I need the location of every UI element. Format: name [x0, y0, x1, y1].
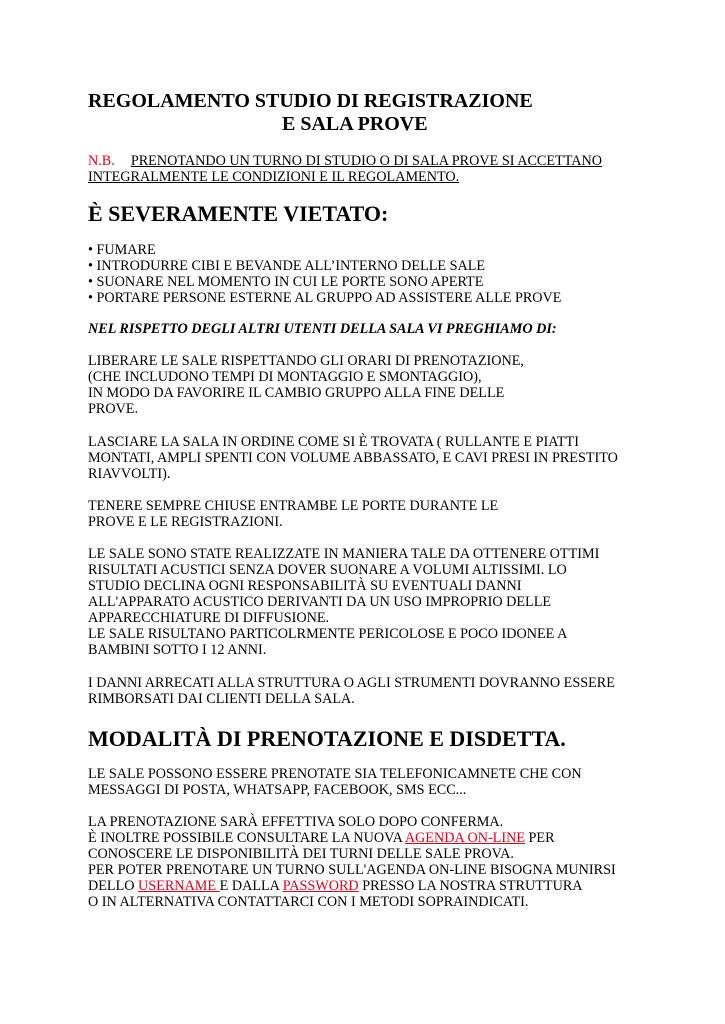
paragraph-line: STUDIO DECLINA OGNI RESPONSABILITÀ SU EVENTUALI DANNI [88, 578, 522, 594]
password-link[interactable]: PASSWORD [282, 878, 359, 894]
paragraph-line: LA PRENOTAZIONE SARÀ EFFETTIVA SOLO DOPO CONFERMA. [88, 814, 504, 830]
paragraph-line [88, 830, 555, 846]
nb-label: N.B. [88, 153, 115, 169]
paragraph-line: LASCIARE LA SALA IN ORDINE COME SI È TROVATA ( RULLANTE E PIATTI [88, 434, 579, 450]
forbidden-item: • SUONARE NEL MOMENTO IN CUI LE PORTE SONO APERTE [88, 274, 484, 290]
agenda-text-before: È INOLTRE POSSIBILE CONSULTARE LA NUOVA [88, 830, 405, 846]
paragraph-line: I DANNI ARRECATI ALLA STRUTTURA O AGLI STRUMENTI DOVRANNO ESSERE [88, 675, 615, 691]
paragraph-line: BAMBINI SOTTO I 12 ANNI. [88, 642, 267, 658]
agenda-online-link[interactable]: AGENDA ON-LINE [404, 830, 525, 846]
credentials-text-before: DELLO [88, 878, 139, 894]
document-title-line2: E SALA PROVE [282, 113, 428, 135]
forbidden-item: • PORTARE PERSONE ESTERNE AL GRUPPO AD ASSISTERE ALLE PROVE [88, 290, 562, 306]
booking-heading: MODALITÀ DI PRENOTAZIONE E DISDETTA. [88, 726, 566, 751]
paragraph-line: O IN ALTERNATIVA CONTATTARCI CON I METODI SOPRAINDICATI. [88, 894, 529, 910]
document-title-line1: REGOLAMENTO STUDIO DI REGISTRAZIONE [88, 90, 533, 112]
paragraph-line: APPARECCHIATURE DI DIFFUSIONE. [88, 610, 330, 626]
forbidden-item: • FUMARE [88, 242, 156, 258]
paragraph-line: RISULTATI ACUSTICI SENZA DOVER SUONARE A VOLUMI ALTISSIMI. LO [88, 562, 567, 578]
paragraph-line: LE SALE POSSONO ESSERE PRENOTATE SIA TELEFONICAMNETE CHE CON [88, 766, 582, 782]
forbidden-item: • INTRODURRE CIBI E BEVANDE ALL’INTERNO DELLE SALE [88, 258, 486, 274]
paragraph-line: LE SALE SONO STATE REALIZZATE IN MANIERA TALE DA OTTENERE OTTIMI [88, 546, 600, 562]
paragraph-line: (CHE INCLUDONO TEMPI DI MONTAGGIO E SMONTAGGIO), [88, 369, 482, 385]
paragraph-line: PROVE E LE REGISTRAZIONI. [88, 514, 283, 530]
request-heading: NEL RISPETTO DEGLI ALTRI UTENTI DELLA SALA VI PREGHIAMO DI: [88, 321, 557, 337]
nb-notice [88, 153, 602, 169]
paragraph-line: IN MODO DA FAVORIRE IL CAMBIO GRUPPO ALLA FINE DELLE [88, 385, 505, 401]
paragraph-line: LIBERARE LE SALE RISPETTANDO GLI ORARI DI PRENOTAZIONE, [88, 353, 524, 369]
credentials-text-mid: E DALLA [219, 878, 283, 894]
paragraph-line: PROVE. [88, 401, 139, 417]
paragraph-line: MESSAGGI DI POSTA, WHATSAPP, FACEBOOK, SMS ECC... [88, 782, 467, 798]
paragraph-line: RIMBORSATI DAI CLIENTI DELLA SALA. [88, 691, 355, 707]
paragraph-line: MONTATI, AMPLI SPENTI CON VOLUME ABBASSATO, E CAVI PRESI IN PRESTITO [88, 450, 618, 466]
username-link[interactable]: USERNAME [138, 878, 220, 894]
paragraph-line: PER POTER PRENOTARE UN TURNO SULL'AGENDA ON-LINE BISOGNA MUNIRSI [88, 862, 616, 878]
paragraph-line: RIAVVOLTI). [88, 466, 171, 482]
paragraph-line [88, 878, 583, 894]
paragraph-line: CONOSCERE LE DISPONIBILITÀ DEI TURNI DELLE SALE PROVA. [88, 846, 514, 862]
agenda-text-after: PER [525, 830, 555, 846]
paragraph-line: TENERE SEMPRE CHIUSE ENTRAMBE LE PORTE DURANTE LE [88, 498, 499, 514]
nb-text-line1: PRENOTANDO UN TURNO DI STUDIO O DI SALA PROVE SI ACCETTANO [130, 153, 602, 169]
nb-text-line2: INTEGRALMENTE LE CONDIZIONI E IL REGOLAMENTO. [88, 169, 460, 185]
forbidden-heading: È SEVERAMENTE VIETATO: [88, 201, 389, 226]
paragraph-line: LE SALE RISULTANO PARTICOLRMENTE PERICOLOSE E POCO IDONEE A [88, 626, 568, 642]
credentials-text-after: PRESSO LA NOSTRA STRUTTURA [358, 878, 583, 894]
paragraph-line: ALL'APPARATO ACUSTICO DERIVANTI DA UN USO IMPROPRIO DELLE [88, 594, 552, 610]
